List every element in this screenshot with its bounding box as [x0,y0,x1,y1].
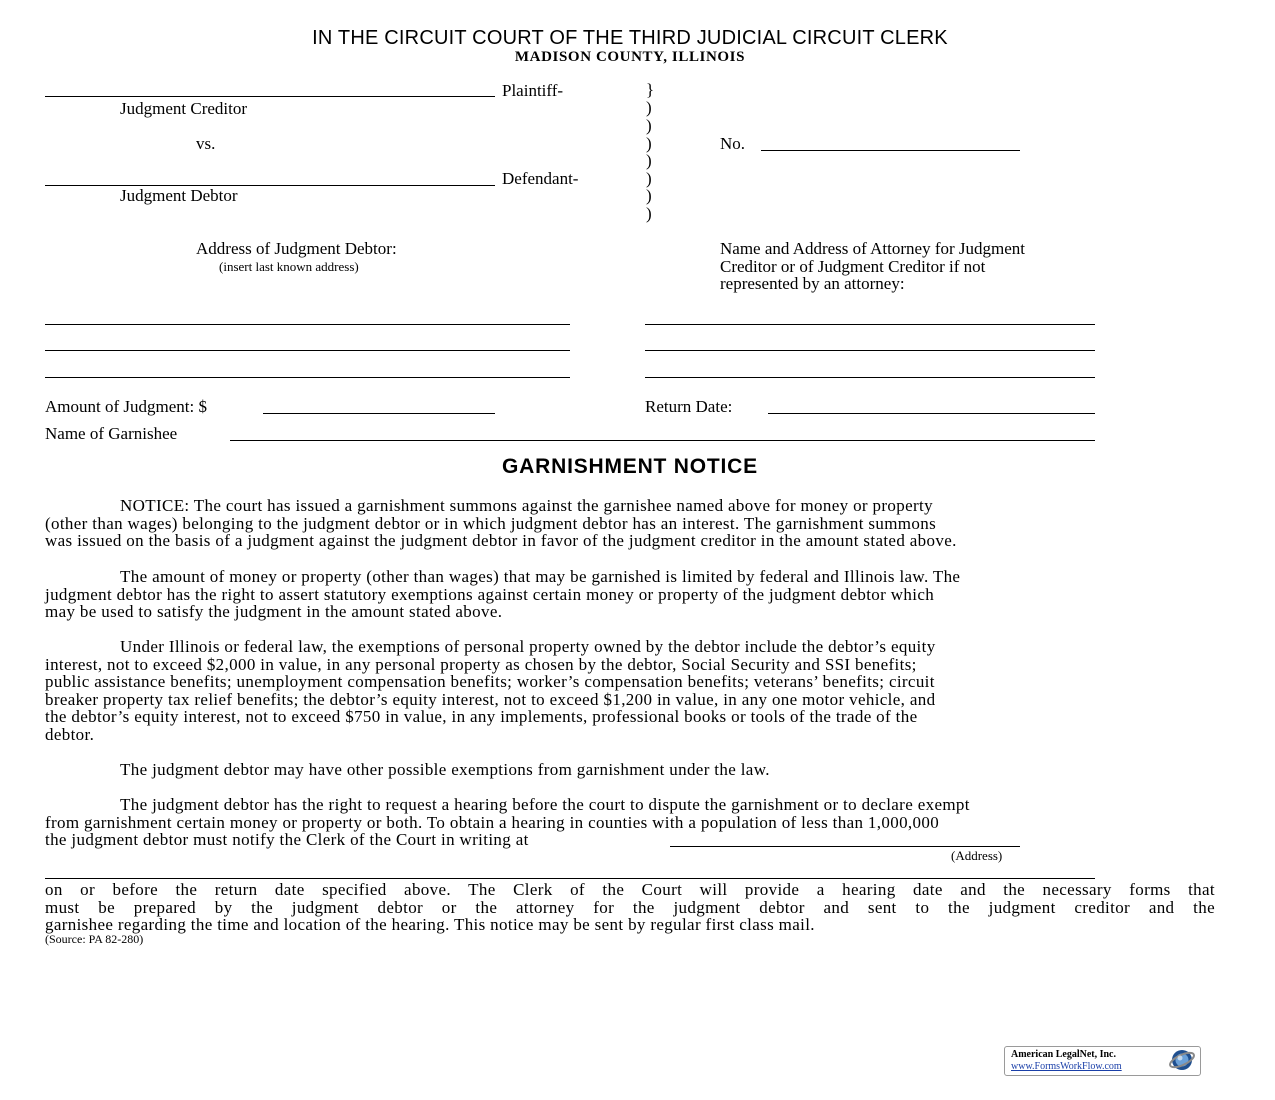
p3-line-5: the debtor’s equity interest, not to exceed $750 in value, in any implements, professional books or tools of the trade of the [45,707,918,727]
clerk-address-line-2[interactable] [45,878,1095,879]
company-url[interactable]: www.FormsWorkFlow.com [1011,1061,1122,1072]
p1-line-1: NOTICE: The court has issued a garnishment summons against the garnishee named above for money or property [120,496,933,515]
notice-paragraph-6 [45,881,1215,934]
versus-label: vs. [196,134,216,153]
attorney-address-line[interactable] [645,377,1095,378]
p6-line-2: must be prepared by the judgment debtor or the attorney for the judgment debtor and sent to the judgment creditor and the [45,897,1215,917]
paren: ) [646,116,652,135]
return-date-line[interactable] [768,413,1095,414]
paren: ) [646,98,652,117]
p1-line-2: (other than wages) belonging to the judgment debtor or in which judgment debtor has an interest. The garnishment summons [45,513,937,533]
notice-paragraph-2 [45,568,1215,621]
notice-paragraph-4 [45,761,1215,779]
clerk-address-line[interactable] [670,846,1020,847]
brace-open: } [646,80,655,99]
p2-line-3: may be used to satisfy the judgment in the amount stated above. [45,602,503,622]
p6-line-1: on or before the return date specified above. The Clerk of the Court will provide a hearing date and the necessary forms that [45,880,1215,899]
attorney-address-title-1: Name and Address of Attorney for Judgment [720,239,1025,258]
p5-line-3: the judgment debtor must notify the Clerk of the Court in writing at [45,830,529,850]
county-heading: MADISON COUNTY, ILLINOIS [514,49,746,65]
debtor-address-line[interactable] [45,324,570,325]
garnishee-name-line[interactable] [230,440,1095,441]
debtor-address-title: Address of Judgment Debtor: [196,239,397,258]
address-caption: (Address) [951,848,1003,863]
paren: ) [646,134,652,153]
attorney-address-title-2: Creditor or of Judgment Creditor if not [720,257,986,276]
notice-paragraph-5 [45,796,1215,849]
p2-line-1: The amount of money or property (other than wages) that may be garnished is limited by federal and Illinois law. The [120,567,961,586]
return-date-label: Return Date: [645,397,733,416]
notice-paragraph-1 [45,497,1215,550]
p3-line-2: interest, not to exceed $2,000 in value, in any personal property as chosen by the debtor, Social Security and SSI benefits; [45,654,917,674]
p2-line-2: judgment debtor has the right to assert statutory exemptions against certain money or property of the judgment debtor which [45,584,935,604]
debtor-label: Judgment Debtor [120,186,238,205]
defendant-name-line[interactable] [45,185,495,186]
attorney-address-title-3: represented by an attorney: [720,274,905,293]
debtor-address-hint: (insert last known address) [219,259,359,274]
case-number-line[interactable] [761,150,1020,151]
source-citation: (Source: PA 82-280) [45,932,144,946]
court-heading: IN THE CIRCUIT COURT OF THE THIRD JUDICIAL CIRCUIT CLERK [312,27,948,49]
plaintiff-name-line[interactable] [45,96,495,97]
case-number-label: No. [720,134,746,153]
p6-line-3: garnishee regarding the time and location of the hearing. This notice may be sent by regular first class mail. [45,915,815,935]
p4-line-1: The judgment debtor may have other possible exemptions from garnishment under the law. [120,760,770,779]
p3-line-4: breaker property tax relief benefits; the debtor’s equity interest, not to exceed $1,200 in value, in any one motor vehicle, and [45,689,936,709]
attorney-address-line[interactable] [645,350,1095,351]
p3-line-1: Under Illinois or federal law, the exemptions of personal property owned by the debtor include the debtor’s equity [120,637,936,656]
debtor-address-line[interactable] [45,350,570,351]
p3-line-3: public assistance benefits; unemployment compensation benefits; worker’s compensation benefits; veterans’ benefits; circuit [45,672,935,692]
defendant-label: Defendant- [502,169,579,188]
creditor-label: Judgment Creditor [120,99,248,118]
p5-line-2: from garnishment certain money or property or both. To obtain a hearing in counties with a population of less than 1,000,000 [45,812,940,832]
globe-logo-icon [1165,1047,1199,1073]
notice-title: GARNISHMENT NOTICE [502,455,758,478]
legalnet-badge[interactable] [1004,1046,1201,1076]
company-name: American LegalNet, Inc. [1011,1049,1116,1060]
p5-line-1: The judgment debtor has the right to request a hearing before the court to dispute the garnishment or to declare exempt [120,795,970,814]
plaintiff-label: Plaintiff- [502,81,564,100]
paren: ) [646,204,652,223]
p3-line-6: debtor. [45,724,95,744]
debtor-address-line[interactable] [45,377,570,378]
amount-of-judgment-label: Amount of Judgment: $ [45,397,207,416]
p1-line-3: was issued on the basis of a judgment against the judgment debtor in favor of the judgment creditor in the amount stated above. [45,531,957,551]
paren: ) [646,151,652,170]
attorney-address-line[interactable] [645,324,1095,325]
notice-paragraph-3 [45,638,1215,744]
paren: ) [646,186,652,205]
paren: ) [646,169,652,188]
amount-of-judgment-line[interactable] [263,413,495,414]
garnishee-label: Name of Garnishee [45,424,178,443]
